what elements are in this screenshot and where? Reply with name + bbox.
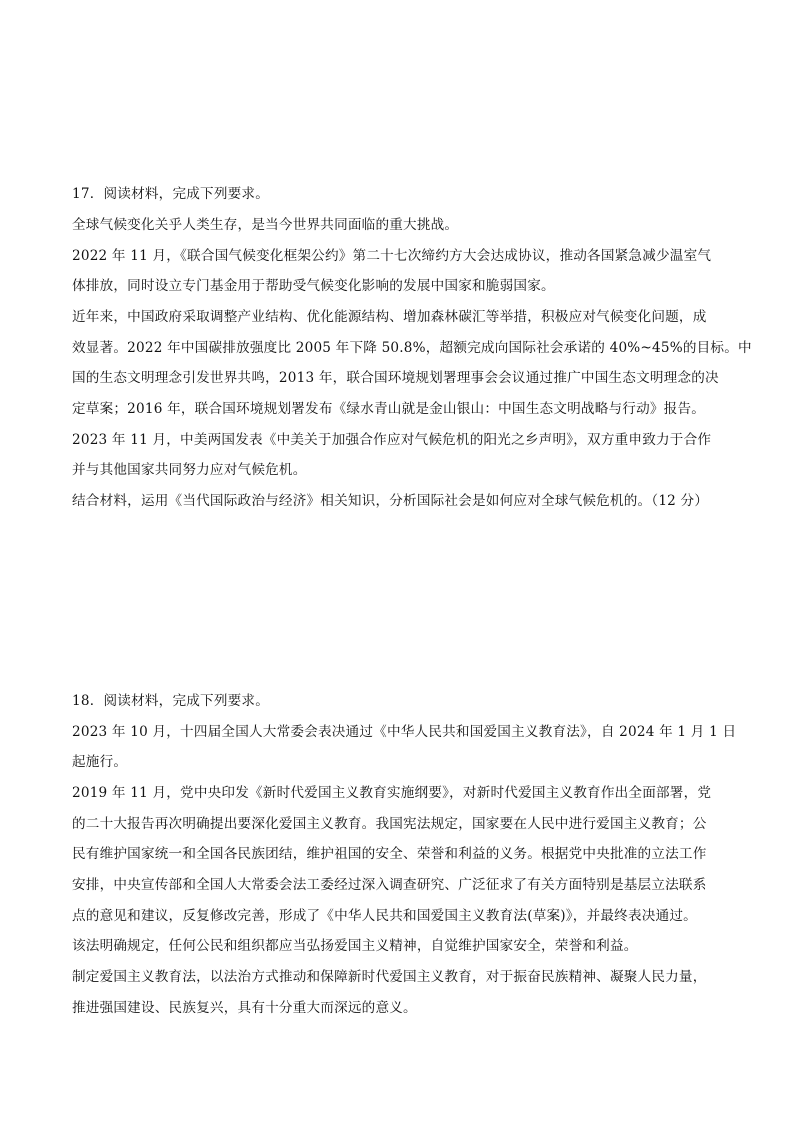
q18-line-7: 点的意见和建议，反复修改完善，形成了《中华人民共和国爱国主义教育法(草案)》，并最终表决通过。: [72, 908, 697, 924]
q18-line-1: 2023 年 10 月，十四届全国人大常委会表决通过《中华人民共和国爱国主义教育法》，自 2024 年 1 月 1 日: [72, 724, 737, 740]
q17-line-9: 并与其他国家共同努力应对气候危机。: [72, 462, 307, 478]
question-18-heading: 18．阅读材料，完成下列要求。: [72, 693, 270, 709]
q17-line-1: 全球气候变化关乎人类生存，是当今世界共同面临的重大挑战。: [72, 217, 459, 233]
q18-line-2: 起施行。: [72, 754, 128, 770]
q18-line-6: 安排，中央宣传部和全国人大常委会法工委经过深入调查研究、广泛征求了有关方面特别是基层立法联系: [72, 877, 707, 893]
q18-line-3: 2019 年 11 月，党中央印发《新时代爱国主义教育实施纲要》，对新时代爱国主义教育作出全面部署，党: [72, 785, 712, 801]
q18-line-4: 的二十大报告再次明确提出要深化爱国主义教育。我国宪法规定，国家要在人民中进行爱国主义教育；公: [72, 816, 707, 832]
q18-line-8: 该法明确规定，任何公民和组织都应当弘扬爱国主义精神，自觉维护国家安全，荣誉和利益。: [72, 938, 638, 954]
q17-line-5: 效显著。2022 年中国碳排放强度比 2005 年下降 50.8%，超额完成向国际社会承诺的 40%~45%的目标。中: [72, 340, 752, 356]
q18-line-9: 制定爱国主义教育法，以法治方式推动和保障新时代爱国主义教育，对于振奋民族精神、凝聚人民力量，: [72, 969, 707, 985]
q17-line-8: 2023 年 11 月，中美两国发表《中美关于加强合作应对气候危机的阳光之乡声明》，双方重申致力于合作: [72, 432, 712, 448]
q18-line-5: 民有维护国家统一和全国各民族团结，维护祖国的安全、荣誉和利益的义务。根据党中央批准的立法工作: [72, 846, 707, 862]
q17-line-6: 国的生态文明理念引发世界共鸣，2013 年，联合国环境规划署理事会会议通过推广中国生态文明理念的决: [72, 370, 719, 386]
q17-line-7: 定草案；2016 年，联合国环境规划署发布《绿水青山就是金山银山：中国生态文明战略与行动》报告。: [72, 401, 706, 417]
q18-line-10: 推进强国建设、民族复兴，具有十分重大而深远的意义。: [72, 1000, 417, 1016]
question-17-heading: 17．阅读材料，完成下列要求。: [72, 186, 270, 202]
q17-line-3: 体排放，同时设立专门基金用于帮助受气候变化影响的发展中国家和脆弱国家。: [72, 278, 555, 294]
q17-line-4: 近年来，中国政府采取调整产业结构、优化能源结构、增加森林碳汇等举措，积极应对气候变化问题，成: [72, 309, 707, 325]
q17-line-10: 结合材料，运用《当代国际政治与经济》相关知识，分析国际社会是如何应对全球气候危机的。（12 分）: [72, 493, 709, 509]
q17-line-2: 2022 年 11 月，《联合国气候变化框架公约》第二十七次缔约方大会达成协议，推动各国紧急减少温室气: [72, 248, 712, 264]
